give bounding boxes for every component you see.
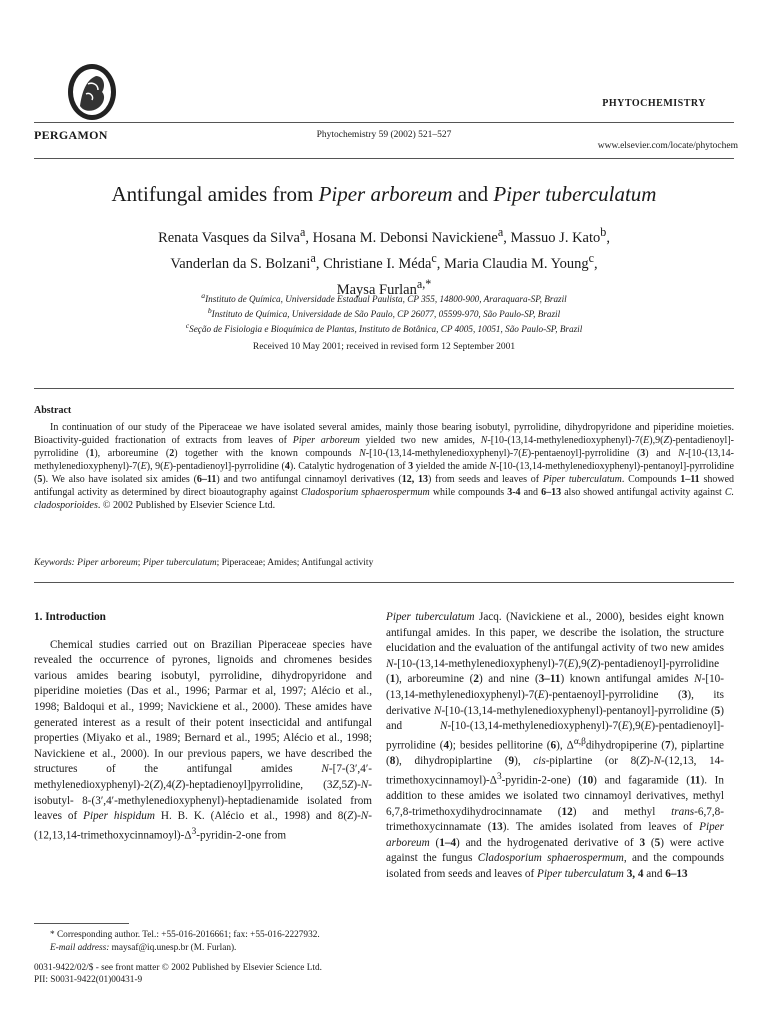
keywords: Keywords: Piper arboreum; Piper tuberculatum; Piperaceae; Amides; Antifungal activity bbox=[34, 558, 374, 568]
abstract-rule bbox=[34, 388, 734, 389]
intro-paragraph: Chemical studies carried out on Brazilian Piperaceae species have revealed the occurrence of pyrones, lignoids and chromenes besides various amides bearing isobutyl, pyrrolidine, dihydropyridone and piperidine moieties (Das et al., 1996; Parmar et al, 1997; Alécio et al., 1998; Baldoqui et al., 1999; Navickiene et al., 2000). These amides have generated interest as a result of their potent insecticidal and antifungal properties (Miyako et al., 1989; Bernard et al., 1995; Alécio et al., 1998; Navickiene et al., 2000). In our previous papers, we have described the structures of the antifungal amides N-[7-(3′,4′-methylenedioxyphenyl)-2(Z),4(Z)-heptadienoyl]pyrrolidine, (3Z,5Z)-N-isobutyl- 8-(3′,4′-methylenedioxyphenyl)-heptadienamide isolated from leaves of Piper hispidum H. B. K. (Alécio et al., 1998) and $8(Z)-N-(12,13,14-trimethoxycinnamoyl)-\Delta^3-pyridin-2$-one from bbox=[34, 638, 372, 842]
keywords-rule bbox=[34, 582, 734, 583]
copyright-line: 0031-9422/02/$ - see front matter © 2002 Published by Elsevier Science Ltd. bbox=[34, 963, 322, 973]
section-heading-introduction: 1. Introduction bbox=[34, 611, 106, 623]
intro-paragraph-continued: Piper tuberculatum Jacq. (Navickiene et al., 2000), besides eight known antifungal amides. In this paper, we describe the isolation, the structure elucidation and the evaluation of the antifungal activity of two new amides N-[10-(13,14-methylenedioxyphenyl)-7(E),9(Z)-pentadienoyl]-pyrrolidine (1), arboreumine (2) and nine (3–11) known antifungal amides N-[10- (13,14-methylenedioxyphenyl)-7(E)-pentaenoyl]-pyrrolidine (3), its derivative N-[10-(13,14-methylenedioxyphenyl)-pentanoyl]-pyrrolidine (5) and N-[10-(13,14-methylenedioxyphenyl)-7(E),9(E)-pentadienoyl]-pyrrolidine (4); besides pellitorine (6), $\Delta^{\alpha,\beta}dihydropiperine$ (7), piplartine (8), dihydropiplartine (9), cis-piplartine (or 8(Z)-N-(12,13, $14-trimethoxycinnamoyl)-\Delta^3-pyridin-2-one$) (10) and fagaramide (11). In addition to these amides we isolated two cinnamoyl derivatives, methyl 6,7,8-trimethoxydihydrocinnamate (12) and methyl trans-6,7,8-trimethoxycinnamate (13). The amides isolated from leaves of Piper arboreum (1–4) and the hydrogenated derivative of 3 (5) were active against the fungus Cladosporium sphaerospermum, and the compounds isolated from seeds and leaves of Piper tuberculatum 3, 4 and 6–13 bbox=[386, 611, 725, 880]
footnote-email: E-mail address: maysaf@iq.unesp.br (M. Furlan). bbox=[50, 942, 237, 953]
header-rule-top bbox=[34, 122, 734, 123]
article-title: Antifungal amides from Piper arboreum and Piper tuberculatum bbox=[111, 182, 657, 206]
abstract-text: In continuation of our study of the Piperaceae we have isolated several amides, mainly those bearing isobutyl, pyrrolidine, dihydropyridone and piperidine moieties. Bioactivity-guided fractionation of extracts from leaves of Piper arboreum yielded two new amides, N-[10-(13,14-methylenedioxyphenyl)-7(E),9(Z)-pentadienoyl]-pyrrolidine (1), arboreumine (2) together with the known compounds N-[10-(13,14-methylenedioxyphenyl)-7(E)-pentaenoyl]-pyrrolidine (3) and N-[10-(13,14-methylenedioxyphenyl)-7(E), 9(E)-pentadienoyl]-pyrrolidine (4). Catalytic hydrogenation of 3 yielded the amide N-[10-(13,14-methylenedioxyphenyl)-pentanoyl]-pyrrolidine (5). We also have isolated six amides (6–11) and two antifungal cinnamoyl derivatives (12, 13) from seeds and leaves of Piper tuberculatum. Compounds 1–11 showed antifungal activity as determined by direct bioautography against Cladosporium sphaerospermum while compounds 3-4 and 6–13 also showed antifungal activity against C. cladosporioides. © 2002 Published by Elsevier Science Ltd. bbox=[34, 422, 735, 511]
footnote bbox=[34, 929, 372, 954]
pii-line: PII: S0031-9422(01)00431-9 bbox=[34, 975, 143, 985]
author-list: Renata Vasques da Silva$^a$, Hosana M. Debonsi Navickiene$^a$, Massuo J. Kato$^b$, Vanderlan da S. Bolzani$^a$, Christiane I. Méda$^c$, Maria Claudia M. Young$^c$, Maysa Furlan$^{a,*}$ bbox=[158, 225, 610, 298]
publisher-name: PERGAMON bbox=[34, 128, 108, 142]
journal-name: PHYTOCHEMISTRY bbox=[602, 98, 706, 109]
header-rule-bottom bbox=[34, 158, 734, 159]
copyright-block bbox=[34, 962, 322, 986]
footnote-corresponding: * Corresponding author. Tel.: +55-016-2016661; fax: +55-016-2227932. bbox=[50, 930, 320, 940]
publisher-logo bbox=[66, 62, 118, 122]
citation: Phytochemistry 59 (2002) 521–527 bbox=[316, 130, 452, 140]
abstract-heading: Abstract bbox=[34, 405, 72, 416]
affiliations: $^a$Instituto de Química, Universidade Estadual Paulista, CP 355, 14800-900, Araraquara-SP, Brazil $^b$Instituto de Química, Universidade de São Paulo, CP 26077, 05599-970, São Paulo-SP, Brazil $^c$Seção de Fisiologia e Bioquímica de Plantas, Instituto de Botânica, CP 4005, 10051, São Paulo-SP, Brazil bbox=[185, 291, 583, 335]
received-dates: Received 10 May 2001; received in revised form 12 September 2001 bbox=[252, 342, 516, 352]
right-column bbox=[386, 610, 724, 883]
journal-url[interactable]: www.elsevier.com/locate/phytochem bbox=[597, 141, 738, 151]
left-column bbox=[34, 610, 372, 844]
footnote-rule bbox=[34, 923, 129, 924]
